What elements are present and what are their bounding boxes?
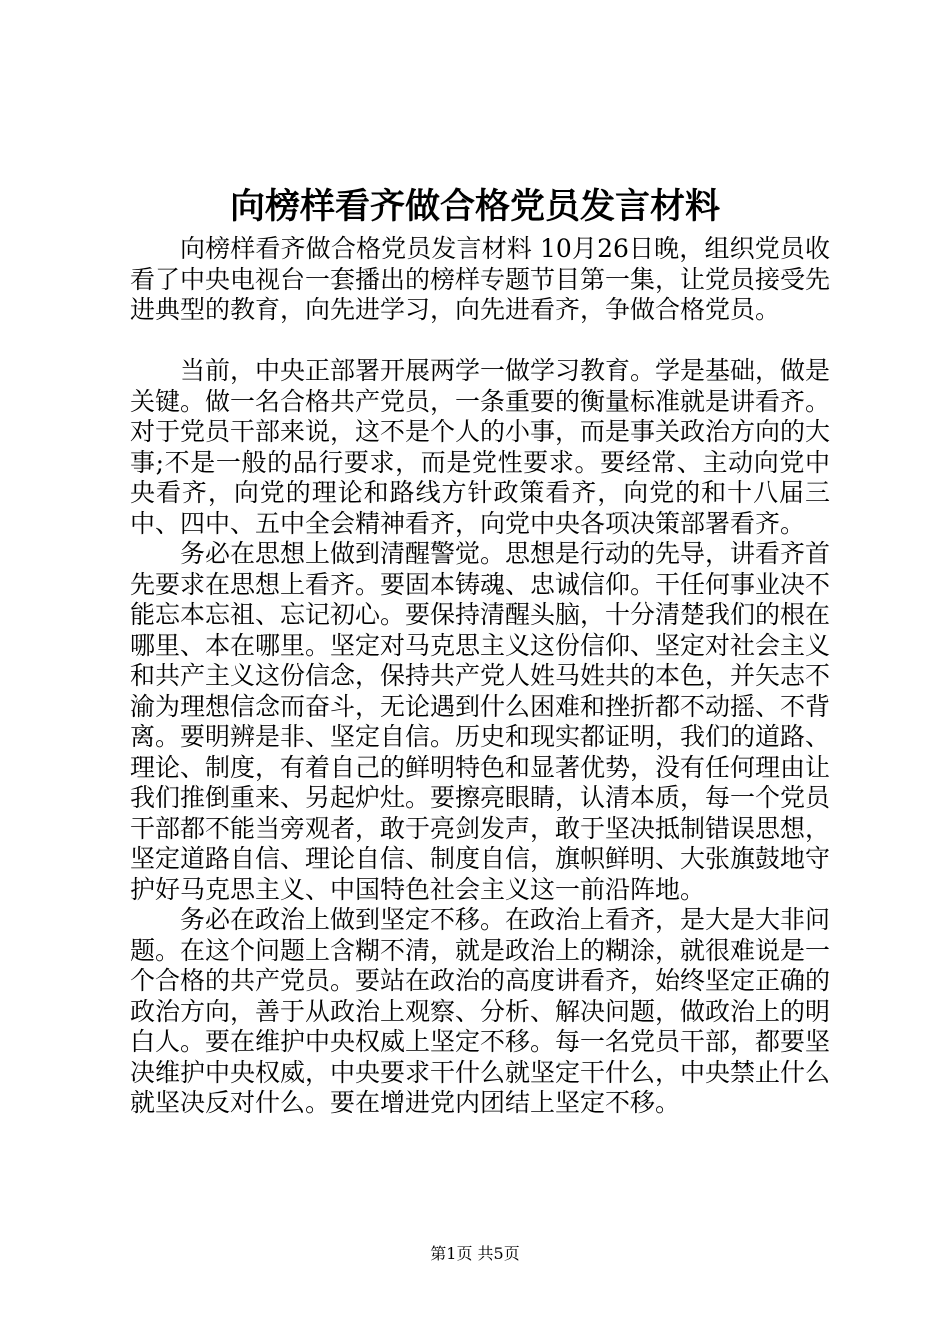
- paragraph-thought: 务必在思想上做到清醒警觉。思想是行动的先导，讲看齐首先要求在思想上看齐。要固本铸魂、忠诚信仰。干任何事业决不能忘本忘祖、忘记初心。要保持清醒头脑，十分清楚我们的根在哪里、本在哪里。坚定对马克思主义这份信仰、坚定对社会主义和共产主义这份信念，保持共产党人姓马姓共的本色，并矢志不渝为理想信念而奋斗，无论遇到什么困难和挫折都不动摇、不背离。要明辨是非、坚定自信。历史和现实都证明，我们的道路、理论、制度，有着自己的鲜明特色和显著优势，没有任何理由让我们推倒重来、另起炉灶。要擦亮眼睛，认清本质，每一个党员干部都不能当旁观者，敢于亮剑发声，敢于坚决抵制错误思想，坚定道路自信、理论自信、制度自信，旗帜鲜明、大张旗鼓地守护好马克思主义、中国特色社会主义这一前沿阵地。: [130, 539, 831, 904]
- paragraph-intro: 向榜样看齐做合格党员发言材料 10月26日晚，组织党员收看了中央电视台一套播出的榜样专题节目第一集，让党员接受先进典型的教育，向先进学习，向先进看齐，争做合格党员。: [130, 234, 831, 324]
- document-body: [130, 234, 830, 1119]
- page-indicator: 第1页 共5页: [430, 1244, 520, 1263]
- document-title: 向榜样看齐做合格党员发言材料: [229, 186, 720, 227]
- paragraph-politics: 务必在政治上做到坚定不移。在政治上看齐，是大是大非问题。在这个问题上含糊不清，就是政治上的糊涂，就很难说是一个合格的共产党员。要站在政治的高度讲看齐，始终坚定正确的政治方向，善于从政治上观察、分析、解决问题，做政治上的明白人。要在维护中央权威上坚定不移。每一名党员干部，都要坚决维护中央权威，中央要求干什么就坚定干什么，中央禁止什么就坚决反对什么。要在增进党内团结上坚定不移。: [130, 905, 831, 1117]
- paragraph-context: 当前，中央正部署开展两学一做学习教育。学是基础，做是关键。做一名合格共产党员，一条重要的衡量标准就是讲看齐。对于党员干部来说，这不是个人的小事，而是事关政治方向的大事;不是一般的品行要求，而是党性要求。要经常、主动向党中央看齐，向党的理论和路线方针政策看齐，向党的和十八届三中、四中、五中全会精神看齐，向党中央各项决策部署看齐。: [130, 356, 831, 538]
